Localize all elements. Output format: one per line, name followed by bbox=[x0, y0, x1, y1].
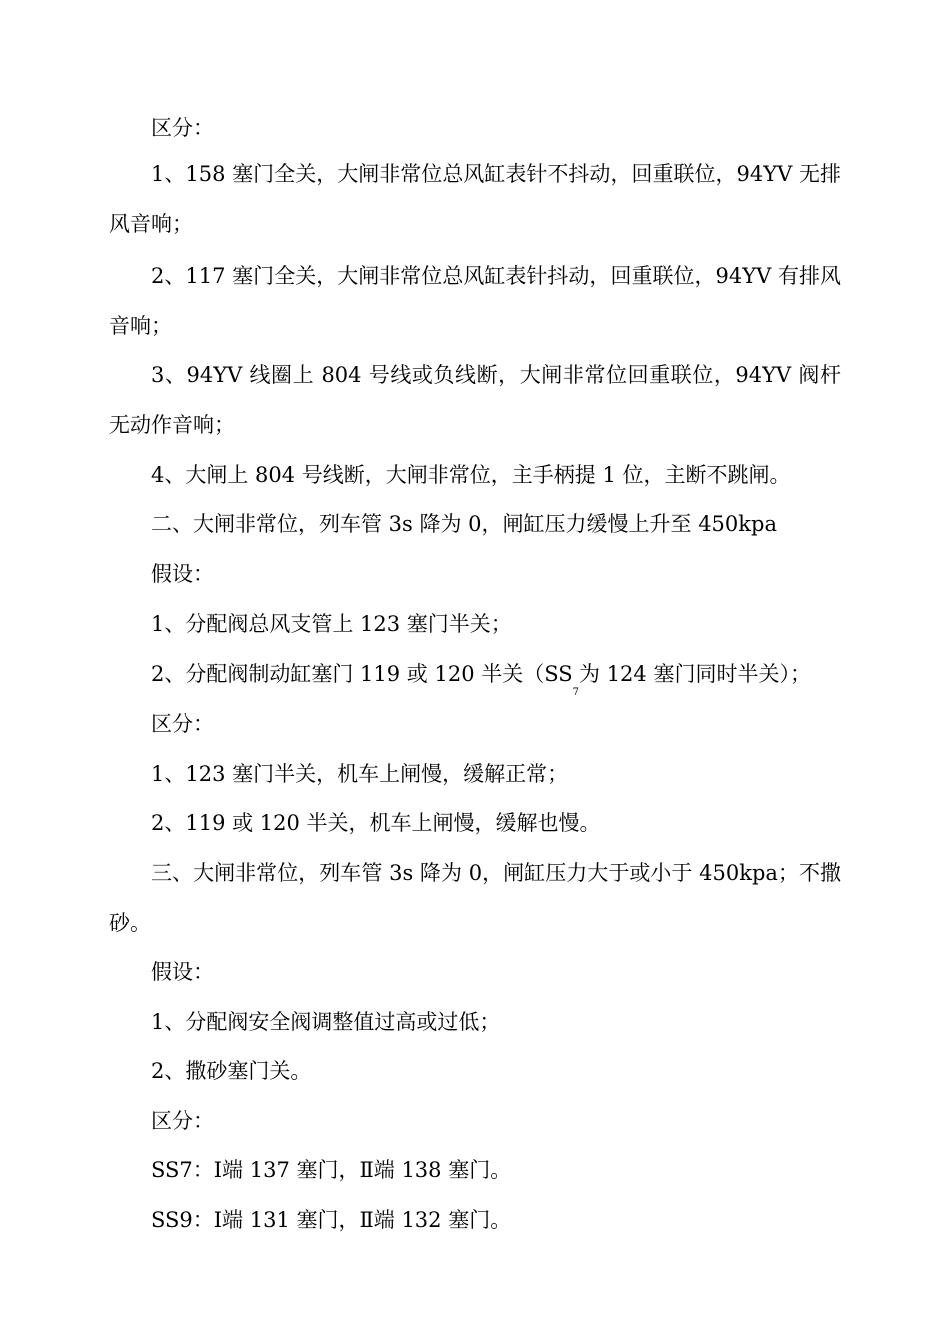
paragraph: 区分： bbox=[151, 712, 214, 736]
paragraph: 区分： bbox=[151, 1109, 214, 1133]
paragraph: 1、158 塞门全关，大闸非常位总风缸表针不抖动，回重联位，94YV 无排风音响； bbox=[109, 162, 841, 236]
paragraph: 4、大闸上 804 号线断，大闸非常位，主手柄提 1 位，主断不跳闸。 bbox=[151, 463, 791, 487]
paragraph: 1、分配阀安全阀调整值过高或过低； bbox=[151, 1010, 501, 1034]
paragraph: 2、117 塞门全关，大闸非常位总风缸表针抖动，回重联位，94YV 有排风音响； bbox=[109, 264, 841, 338]
paragraph: 2、撒砂塞门关。 bbox=[151, 1059, 312, 1083]
paragraph: 2、119 或 120 半关，机车上闸慢，缓解也慢。 bbox=[151, 811, 601, 835]
paragraph: SS7：Ⅰ端 137 塞门，Ⅱ端 138 塞门。 bbox=[151, 1158, 512, 1182]
subscript: 7 bbox=[572, 687, 580, 698]
paragraph: 3、94YV 线圈上 804 号线或负线断，大闸非常位回重联位，94YV 阀杆无动作音响； bbox=[109, 363, 841, 437]
text-after-subscript: 为 124 塞门同时半关）； bbox=[579, 662, 811, 686]
text-before-subscript: 2、分配阀制动缸塞门 119 或 120 半关（SS bbox=[151, 662, 573, 686]
section-heading: 三、大闸非常位，列车管 3s 降为 0，闸缸压力大于或小于 450kpa；不撒砂。 bbox=[109, 861, 841, 935]
paragraph: SS9：Ⅰ端 131 塞门，Ⅱ端 132 塞门。 bbox=[151, 1208, 512, 1232]
paragraph: 1、分配阀总风支管上 123 塞门半关； bbox=[151, 612, 512, 636]
paragraph: 区分： bbox=[151, 116, 214, 140]
paragraph: 假设： bbox=[151, 562, 214, 586]
paragraph: 假设： bbox=[151, 960, 214, 984]
section-heading: 二、大闸非常位，列车管 3s 降为 0，闸缸压力缓慢上升至 450kpa bbox=[151, 512, 777, 536]
paragraph-with-subscript bbox=[109, 649, 841, 699]
paragraph: 1、123 塞门半关，机车上闸慢，缓解正常； bbox=[151, 762, 569, 786]
